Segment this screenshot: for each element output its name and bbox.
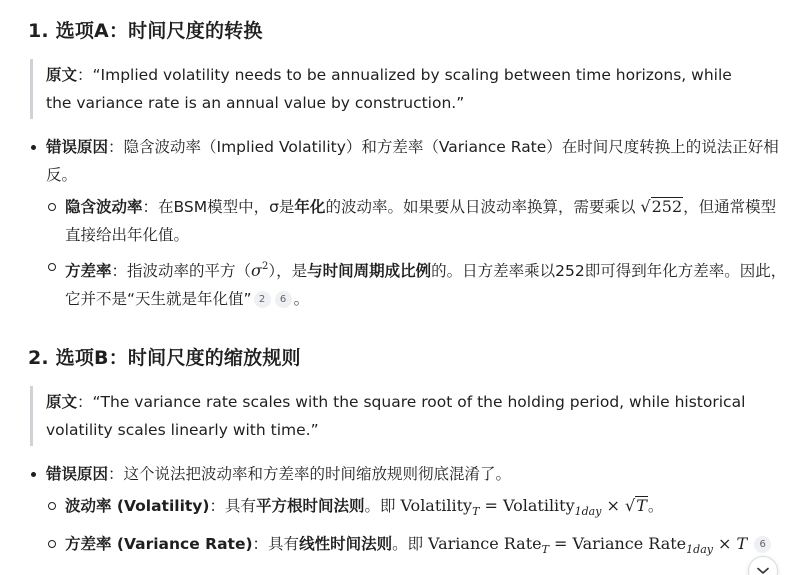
sqrt-value: 252	[651, 197, 683, 216]
math-operator: ×	[601, 496, 626, 515]
math-variable: T	[736, 534, 748, 553]
math-subscript: T	[472, 505, 480, 518]
bullet-list	[28, 133, 787, 313]
list-item	[28, 133, 787, 313]
bullet-list	[28, 460, 787, 564]
bold-text: 年化	[294, 198, 326, 216]
section-heading: 2. 选项B：时间尺度的缩放规则	[28, 347, 301, 369]
math-subscript: 1day	[574, 505, 602, 518]
chevron-down-icon	[757, 567, 769, 575]
math-formula	[428, 534, 748, 556]
math-term: Volatility	[503, 496, 575, 515]
text: 。即	[392, 535, 429, 553]
quote-label: 原文	[46, 66, 78, 84]
list-item	[46, 530, 787, 564]
text: ，但通常模型直接给出年化值。	[65, 198, 777, 244]
quote-label: 原文	[46, 393, 78, 411]
reason-text: ：这个说法把波动率和方差率的时间缩放规则彻底混淆了。	[108, 465, 512, 483]
blockquote	[30, 386, 760, 446]
sqrt-icon: √	[640, 197, 651, 216]
math-subscript: T	[541, 543, 549, 556]
quote-text: ：“The variance rate scales with the square root of the holding period, while historical volatility scales linearly with time.”	[46, 393, 746, 439]
math-term: Volatility	[400, 496, 473, 515]
term-label: 隐含波动率	[65, 198, 143, 216]
text: 。即	[364, 497, 401, 515]
math-operator: ×	[712, 534, 737, 553]
math-formula	[400, 496, 647, 518]
reason-label: 错误原因	[46, 465, 109, 483]
quote-text: ：“Implied volatility needs to be annualized by scaling between time horizons, while the variance rate is an annual value by construction.”	[46, 66, 732, 112]
bold-text: 平方根时间法则	[256, 497, 365, 515]
sqrt-icon: √	[625, 496, 636, 515]
bold-text: 线性时间法则	[299, 535, 393, 553]
section-heading: 1. 选项A：时间尺度的转换	[28, 20, 263, 42]
text: 的波动率。如果要从日波动率换算，需要乘以	[325, 198, 641, 216]
blockquote	[30, 59, 760, 119]
term-label: 方差率	[65, 262, 112, 280]
text: ：在BSM模型中，σ是	[142, 198, 295, 216]
list-item	[28, 460, 787, 564]
citation-badge[interactable]: 6	[275, 291, 292, 308]
reason-label: 错误原因	[46, 138, 109, 156]
citation-badge[interactable]: 6	[754, 536, 771, 553]
text: 。	[293, 290, 310, 308]
math-subscript: 1day	[686, 543, 713, 556]
list-item	[46, 193, 787, 249]
sub-list	[46, 193, 787, 313]
math-term: Variance Rate	[572, 534, 687, 553]
term-label: 波动率 (Volatility)	[65, 497, 210, 515]
text: ：具有	[209, 497, 257, 515]
text: 。	[647, 497, 664, 515]
math-sqrt	[640, 197, 683, 216]
text: ），是	[268, 262, 308, 280]
math-symbol: σ	[251, 261, 262, 280]
text: ：指波动率的平方（	[111, 262, 252, 280]
list-item	[46, 492, 787, 526]
reason-text: ：隐含波动率（Implied Volatility）和方差率（Variance Rate）在时间尺度转换上的说法正好相反。	[46, 138, 779, 184]
citation-badge[interactable]: 2	[254, 291, 271, 308]
bold-text: 与时间周期成比例	[307, 262, 432, 280]
sqrt-value: T	[636, 496, 647, 515]
math-operator: =	[479, 496, 504, 515]
sub-list	[46, 492, 787, 564]
math-term: Variance Rate	[428, 534, 542, 553]
math-exponent: 2	[261, 261, 269, 272]
text: ：具有	[252, 535, 300, 553]
text: 的。日方差率乘以252即可得到年化方差率。因此，它并不是“天生就是年化值”	[65, 262, 787, 308]
math-operator: =	[548, 534, 573, 553]
term-label: 方差率 (Variance Rate)	[65, 535, 253, 553]
list-item	[46, 253, 787, 313]
